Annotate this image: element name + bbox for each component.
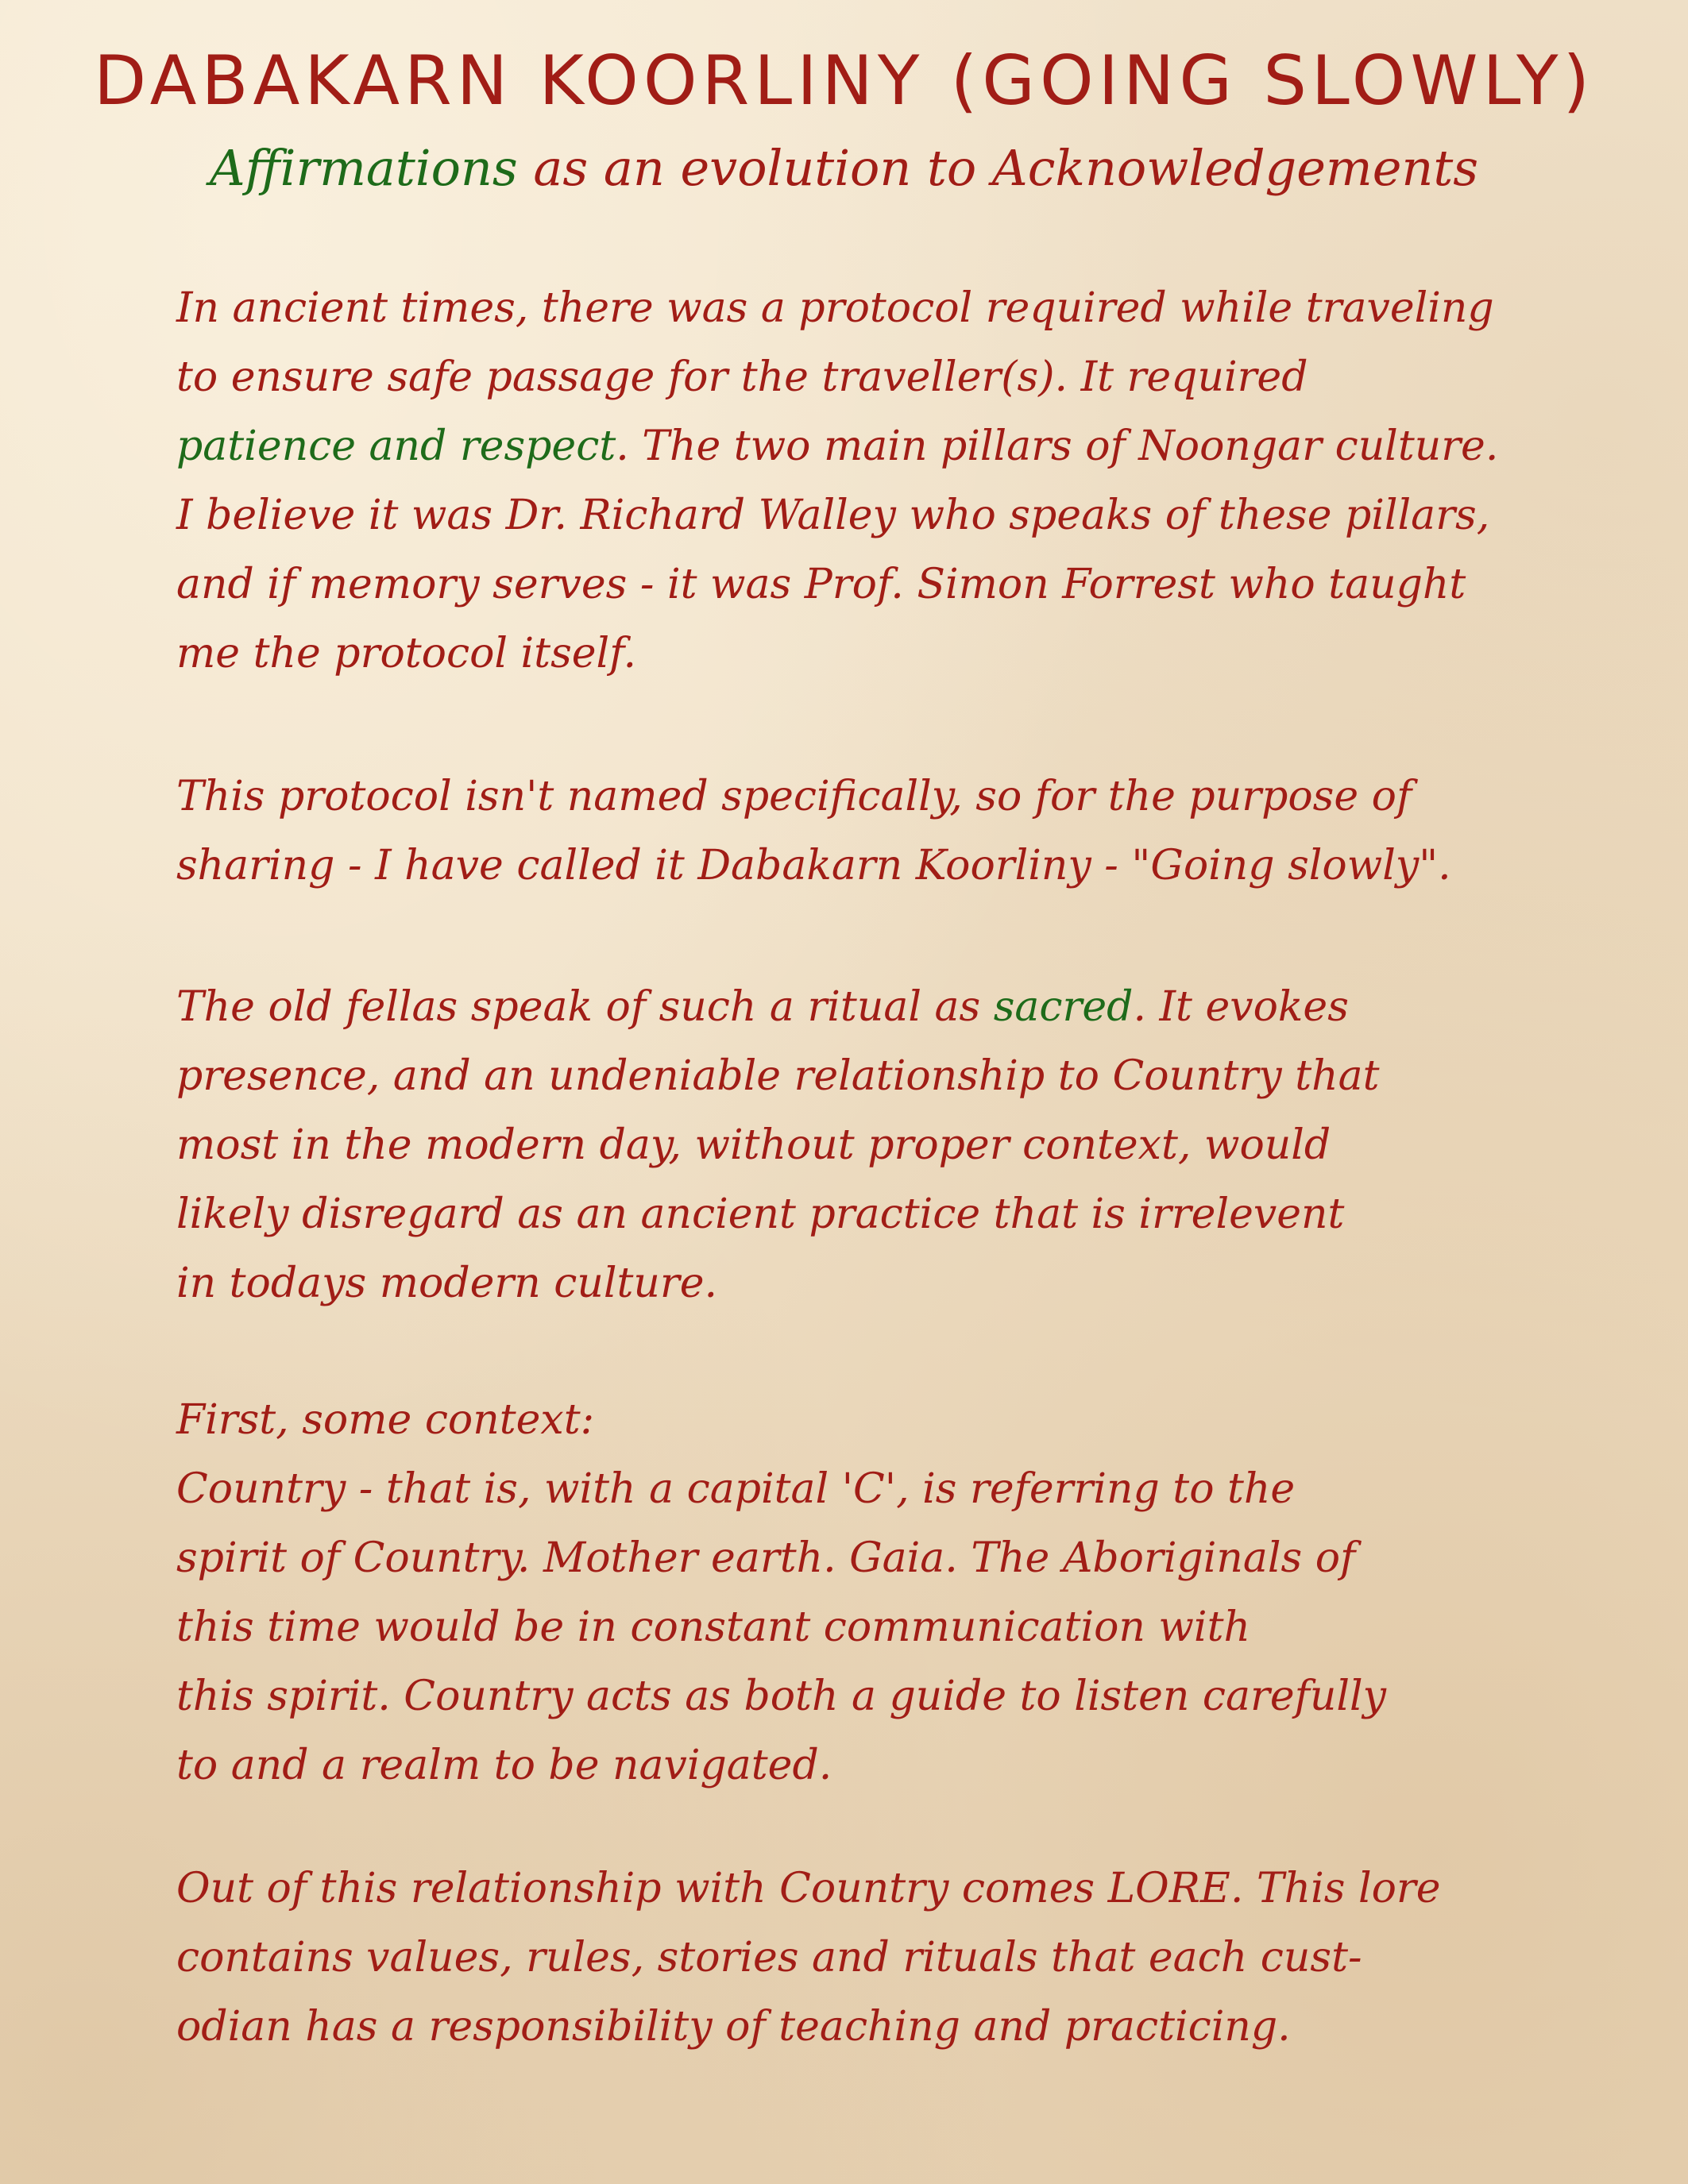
text-line: presence, and an undeniable relationship to Country that	[176, 1052, 1380, 1100]
text-line: likely disregard as an ancient practice that is irrelevent	[176, 1190, 1345, 1238]
text-line: to and a realm to be navigated.	[176, 1742, 832, 1789]
subtitle-rest: as an evolution to Acknowledgements	[517, 139, 1479, 197]
text-line: I believe it was Dr. Richard Walley who speaks of these pillars,	[176, 492, 1490, 539]
text-line	[176, 973, 1543, 1042]
text-line: This protocol isn't named specifically, so for the purpose of	[176, 773, 1412, 820]
text-line: spirit of Country. Mother earth. Gaia. The Aboriginals of	[176, 1534, 1356, 1582]
text-line: In ancient times, there was a protocol required while traveling	[176, 284, 1494, 332]
highlight-sacred: sacred	[993, 983, 1134, 1031]
text-line	[176, 412, 1543, 481]
paragraph-lore	[176, 1854, 1543, 2062]
text-fragment: . It evokes	[1133, 983, 1349, 1031]
paragraph-protocol-name	[176, 762, 1543, 901]
page-title: DABAKARN KOORLINY (GOING SLOWLY)	[93, 41, 1595, 121]
highlight-patience-respect: patience and respect	[176, 423, 616, 470]
text-line: this spirit. Country acts as both a guide to listen carefully	[176, 1673, 1387, 1720]
page-subtitle	[0, 141, 1688, 195]
text-line: sharing - I have called it Dabakarn Koorliny - "Going slowly".	[176, 842, 1451, 889]
text-line: most in the modern day, without proper context, would	[176, 1121, 1331, 1169]
text-line: this time would be in constant communication with	[176, 1603, 1250, 1651]
text-line: to ensure safe passage for the traveller(s). It required	[176, 353, 1308, 401]
text-line: First, some context:	[176, 1396, 595, 1444]
paragraph-sacred-ritual	[176, 973, 1543, 1318]
text-line: and if memory serves - it was Prof. Simon Forrest who taught	[176, 561, 1466, 608]
text-line: Out of this relationship with Country comes LORE. This lore	[176, 1865, 1441, 1912]
paragraph-protocol-intro	[176, 274, 1543, 689]
subtitle-highlight: Affirmations	[209, 139, 518, 197]
text-line: Country - that is, with a capital 'C', is referring to the	[176, 1465, 1296, 1513]
text-line: me the protocol itself.	[176, 630, 637, 677]
text-line: in todays modern culture.	[176, 1260, 718, 1307]
paragraph-country-context	[176, 1386, 1543, 1800]
text-line: odian has a responsibility of teaching and practicing.	[176, 2003, 1291, 2051]
text-fragment: The old fellas speak of such a ritual as	[176, 983, 994, 1031]
text-fragment: . The two main pillars of Noongar culture.	[616, 423, 1499, 470]
text-line: contains values, rules, stories and rituals that each cust-	[176, 1934, 1362, 1981]
